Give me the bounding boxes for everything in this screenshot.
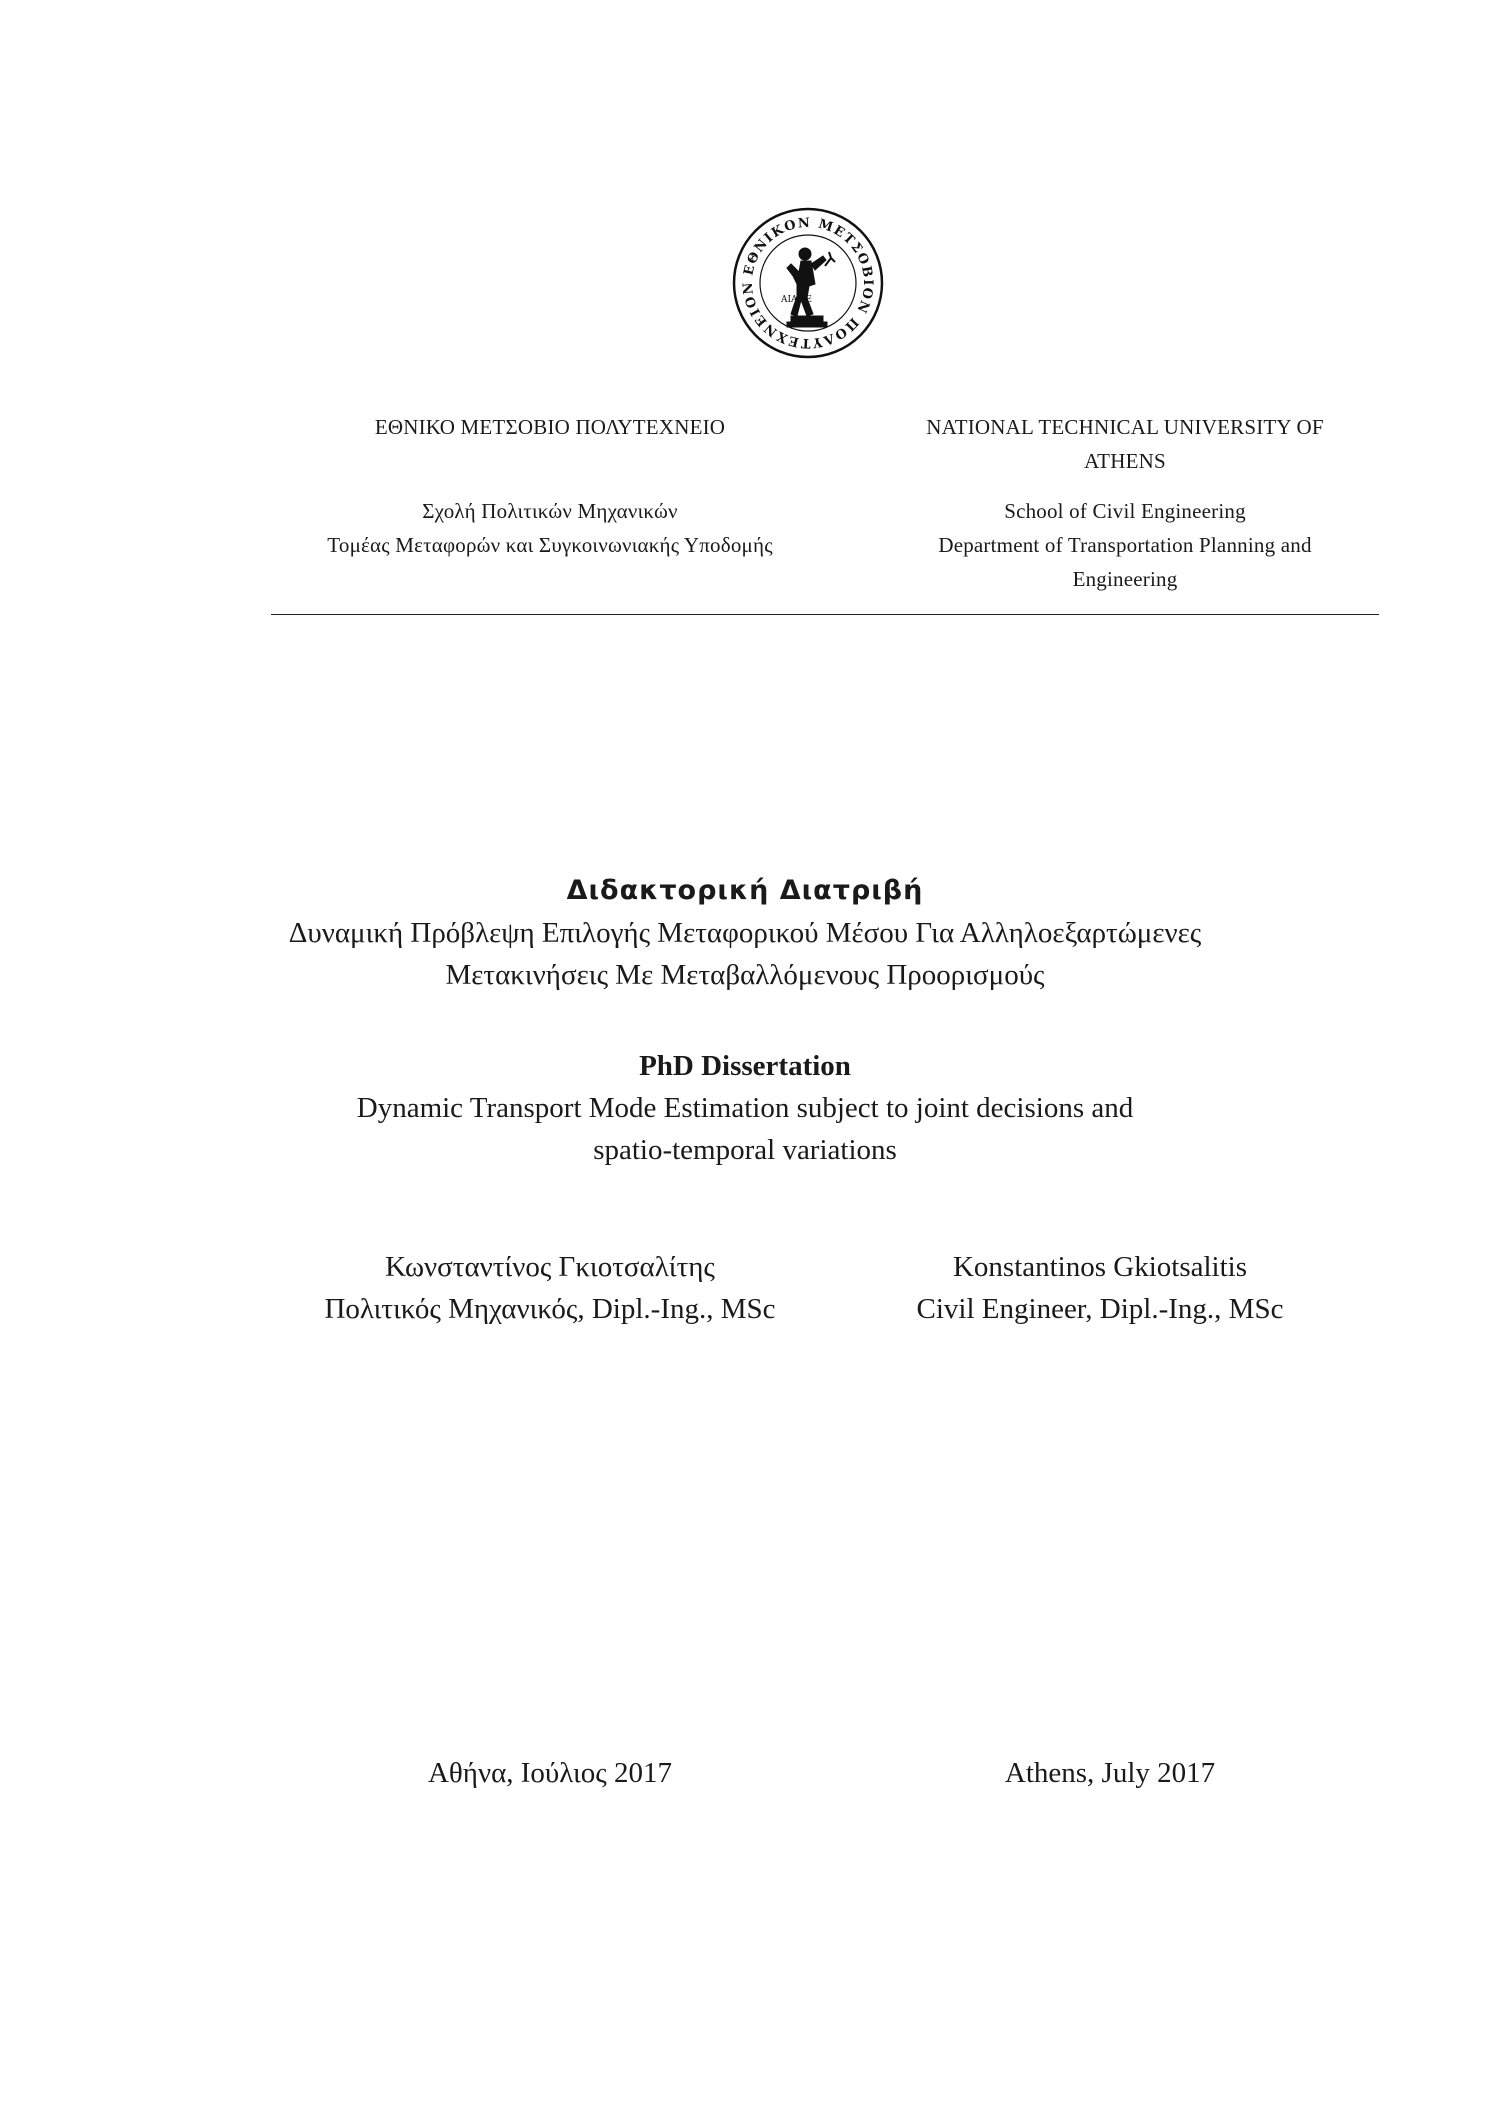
header-divider — [271, 614, 1379, 615]
school-name-english: School of Civil Engineering — [1004, 499, 1246, 523]
seal-graphic — [731, 206, 885, 360]
figure-icon — [787, 248, 835, 327]
school-name-greek: Σχολή Πολιτικών Μηχανικών — [422, 499, 678, 523]
author-name-greek: Κωνσταντίνος Γκιοτσαλίτης — [385, 1251, 715, 1283]
date-english: Athens, July 2017 — [1004, 1757, 1216, 1789]
author-credentials-greek: Πολιτικός Μηχανικός, Dipl.-Ing., MSc — [324, 1293, 776, 1325]
department-name-greek: Τομέας Μεταφορών και Συγκοινωνιακής Υποδομής — [327, 533, 773, 557]
dissertation-heading-greek: Διδακτορική Διατριβή — [566, 875, 924, 906]
author-credentials-english: Civil Engineer, Dipl.-Ing., MSc — [916, 1293, 1284, 1325]
dissertation-title-greek-line1: Δυναμική Πρόβλεψη Επιλογής Μεταφορικού Μέσου Για Αλληλοεξαρτώμενες — [288, 917, 1202, 949]
author-greek — [280, 1246, 820, 1330]
dissertation-title-greek-line2: Μετακινήσεις Με Μεταβαλλόμενους Προορισμούς — [445, 959, 1045, 991]
seal-ring-text: ΕΘΝΙΚΟΝ ΜΕΤΣΟΒΙΟΝ ΠΟΛΥΤΕΧΝΕΙΟΝ — [740, 215, 876, 351]
university-name-greek: ΕΘΝΙΚΟ ΜΕΤΣΟΒΙΟ ΠΟΛΥΤΕΧΝΕΙΟ — [374, 415, 726, 439]
dissertation-title-english-line2: spatio-temporal variations — [593, 1134, 897, 1166]
author-english — [835, 1246, 1365, 1330]
title-block-english — [200, 1045, 1290, 1171]
header-greek — [270, 410, 830, 562]
department-name-english-line2: Engineering — [1072, 567, 1178, 591]
dissertation-heading-english: PhD Dissertation — [639, 1050, 851, 1082]
header-english — [855, 410, 1395, 596]
university-name-english-line1: NATIONAL TECHNICAL UNIVERSITY OF — [926, 415, 1324, 439]
department-name-english-line1: Department of Transportation Planning and — [938, 533, 1312, 557]
university-name-english-line2: ATHENS — [1084, 449, 1166, 473]
seal-inner-text: ΑΙΑΠΕ — [781, 295, 812, 305]
dissertation-title-english-line1: Dynamic Transport Mode Estimation subject to joint decisions and — [356, 1092, 1134, 1124]
date-greek: Αθήνα, Ιούλιος 2017 — [427, 1757, 673, 1789]
title-block-greek — [200, 870, 1290, 996]
author-name-english: Konstantinos Gkiotsalitis — [952, 1251, 1248, 1283]
university-seal — [731, 206, 885, 360]
